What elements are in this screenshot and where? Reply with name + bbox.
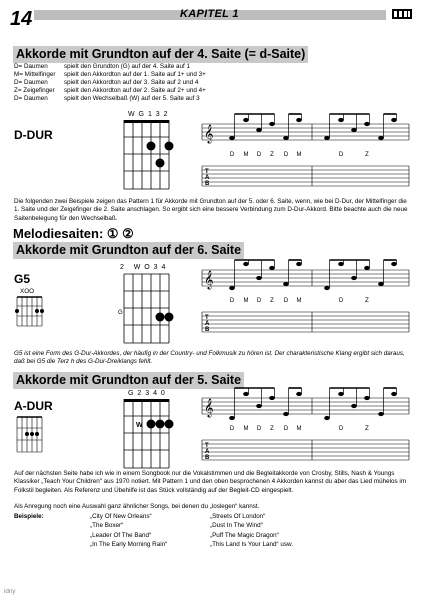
svg-text:W: W bbox=[136, 422, 143, 429]
svg-text:M: M bbox=[296, 426, 302, 432]
chord-name-d-dur: D-DUR bbox=[14, 128, 53, 142]
legend-row: M= Mittelfinger spielt den Akkordton auf der 1. Saite auf 1+ und 3+ bbox=[14, 71, 206, 78]
svg-text:D: D bbox=[338, 426, 344, 432]
svg-text:D: D bbox=[229, 152, 235, 158]
svg-text:D: D bbox=[256, 426, 262, 432]
svg-text:M: M bbox=[296, 152, 302, 158]
list-item: „Dust In The Wind“ bbox=[210, 522, 263, 530]
svg-text:D: D bbox=[256, 152, 262, 158]
section-title-6th-string: Akkorde mit Grundton auf der 6. Saite bbox=[13, 242, 244, 259]
svg-text:Z: Z bbox=[365, 426, 369, 432]
svg-text:D: D bbox=[283, 426, 289, 432]
footer-mark: idny bbox=[4, 588, 16, 595]
list-item: „Streets Of London“ bbox=[210, 513, 266, 520]
small-chord-marks: XOO bbox=[20, 288, 34, 295]
chord-name-a-dur: A-DUR bbox=[14, 399, 53, 413]
list-item: „In The Early Morning Rain“ bbox=[90, 540, 168, 548]
legend-row: D= Daumen spielt den Wechselbaß (W) auf der 5. Saite auf 3 bbox=[14, 95, 200, 102]
notation-tab-3 bbox=[202, 386, 410, 466]
page-number: 14 bbox=[10, 8, 33, 30]
svg-text:Z: Z bbox=[365, 298, 369, 304]
svg-text:Z: Z bbox=[270, 152, 274, 158]
svg-text:B: B bbox=[205, 327, 210, 333]
small-chord-diagram-a-dur bbox=[16, 416, 46, 454]
svg-text:M: M bbox=[243, 152, 249, 158]
svg-text:B: B bbox=[205, 455, 210, 461]
svg-text:T: T bbox=[205, 169, 209, 175]
list-item: „Leader Of The Band“ bbox=[90, 531, 152, 539]
svg-text:𝄞: 𝄞 bbox=[204, 270, 214, 289]
paragraph-g5-info: G5 ist eine Form des G-Dur-Akkordes, der häufig in der Country- und Folkmusik zu hören ist. Der charakteristische Klang ergibt sich daraus, daß bei G5 die Terz h des G-Dur-Dreiklangs fehlt. bbox=[14, 350, 405, 366]
svg-text:D: D bbox=[283, 298, 289, 304]
finger-legend bbox=[14, 63, 206, 103]
paragraph-similar-songs: Als Anregung noch eine Auswahl ganz ähnlicher Songs, bei denen du „loslegen“ kannst. bbox=[14, 503, 260, 510]
svg-text:D: D bbox=[229, 298, 235, 304]
svg-text:D: D bbox=[256, 298, 262, 304]
svg-text:A: A bbox=[205, 449, 210, 455]
chord-diagram-g5 bbox=[118, 273, 173, 345]
chord-diagram-d-dur bbox=[123, 119, 173, 191]
svg-text:M: M bbox=[296, 298, 302, 304]
svg-text:D: D bbox=[283, 152, 289, 158]
paragraph-teach-your-children: Auf der nächsten Seite habe ich wie in einem Songbook nur die Vokalstimmen und die Begleitakkorde von Crosby, Stills, Nash & Youngs Klassiker „Teach Your Children“ aus 1970 notiert. Mit Pattern 1 und den oben besprochenen 4 Akkorden kannst du aber das Lied mühelos im Folkstil begleiten. Als Referenz und Übehilfe ist das Stück vollständig auf der Begleit-CD eingespielt. bbox=[14, 470, 407, 494]
examples-label: Beispiele: bbox=[14, 513, 44, 520]
list-item: „The Boxer“ bbox=[90, 522, 124, 530]
list-item: „This Land Is Your Land“ usw. bbox=[210, 540, 293, 548]
publisher-logo-icon bbox=[392, 9, 412, 19]
chord-fingering-top: W G 1 3 2 bbox=[128, 111, 169, 118]
chord-name-g5: G5 bbox=[14, 272, 31, 286]
chord-diagram-a-dur bbox=[123, 398, 173, 470]
svg-text:𝄞: 𝄞 bbox=[204, 124, 214, 143]
paragraph-pattern-info: Die folgenden zwei Beispiele zeigen das Pattern 1 für Akkorde mit Grundton auf der 5. oder 6. Saite, wenn, wie bei D-Dur, der Mittelfinger die 1. Saite und der Zeigefinger die 2. Saite anschlagen. So ergibt sich eine bessere Verbindung zum D-Dur-Akkord. Bitte beachte auch die neue Saitenbelegung für den Wechselbaß. bbox=[14, 198, 408, 222]
svg-text:T: T bbox=[205, 315, 209, 321]
svg-text:𝄞: 𝄞 bbox=[204, 398, 214, 417]
svg-text:A: A bbox=[205, 175, 210, 181]
svg-text:M: M bbox=[243, 426, 249, 432]
svg-text:Z: Z bbox=[365, 152, 369, 158]
section-title-4th-string: Akkorde mit Grundton auf der 4. Saite (= d-Saite) bbox=[13, 46, 308, 63]
svg-text:B: B bbox=[205, 181, 210, 187]
notation-tab-2 bbox=[202, 258, 410, 338]
small-chord-diagram-g5 bbox=[16, 296, 44, 328]
examples-list bbox=[90, 513, 360, 549]
svg-text:D: D bbox=[229, 426, 235, 432]
legend-row: Z= Zeigefinger spielt den Akkordton auf der 2. Saite auf 2+ und 4+ bbox=[14, 87, 206, 94]
svg-text:Z: Z bbox=[270, 426, 274, 432]
svg-text:Z: Z bbox=[270, 298, 274, 304]
list-item: „Puff The Magic Dragon“ bbox=[210, 531, 279, 539]
chord-fingering-top: 2 W O 3 4 bbox=[120, 264, 167, 271]
svg-text:G: G bbox=[118, 310, 123, 316]
chapter-title: KAPITEL 1 bbox=[180, 8, 239, 20]
list-item: „City Of New Orleans“ bbox=[90, 513, 152, 520]
legend-row: D= Daumen spielt den Grundton (G) auf der 4. Saite auf 1 bbox=[14, 63, 191, 70]
melodiesaiten-heading: Melodiesaiten: ① ② bbox=[13, 226, 134, 241]
chord-fingering-top: G 2 3 4 0 bbox=[128, 390, 166, 397]
svg-text:T: T bbox=[205, 443, 209, 449]
svg-text:M: M bbox=[243, 298, 249, 304]
svg-text:A: A bbox=[205, 321, 210, 327]
svg-text:D: D bbox=[338, 298, 344, 304]
legend-row: D= Daumen spielt den Akkordton auf der 3. Saite auf 2 und 4 bbox=[14, 79, 199, 86]
notation-tab-1 bbox=[202, 112, 410, 192]
svg-text:D: D bbox=[338, 152, 344, 158]
section-title-5th-string: Akkorde mit Grundton auf der 5. Saite bbox=[13, 372, 244, 389]
